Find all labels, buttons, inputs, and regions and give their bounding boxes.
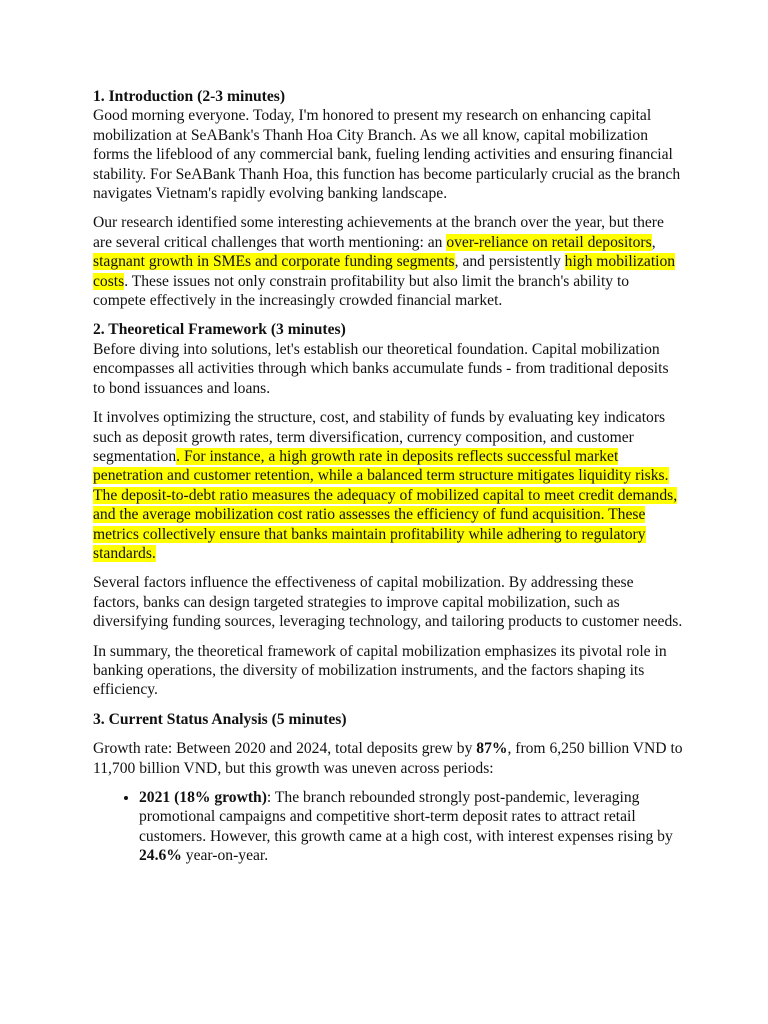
theory-paragraph-1: Before diving into solutions, let's establish our theoretical foundation. Capital mobilization encompasses all activities through which banks accumulate funds - from traditional deposits to bond issuances and loans.	[93, 340, 669, 397]
section-1	[93, 87, 683, 203]
status-bullet-list	[93, 788, 683, 866]
intro-paragraph-2	[93, 213, 683, 310]
bullet-2021-text: : The branch rebounded strongly post-pandemic, leveraging promotional campaigns and competitive short-term deposit rates to attract retail customers. However, this growth came at a high cost, with interest expenses rising by	[139, 789, 673, 845]
status-p1-text-b: , from 6,250 billion VND to 11,700 billion VND, but this growth was uneven across periods:	[93, 740, 683, 777]
bullet-2021-label: 2021 (18% growth)	[139, 789, 267, 806]
heading-current-status: 3. Current Status Analysis (5 minutes)	[93, 710, 347, 728]
list-item	[139, 788, 683, 866]
theory-p2-text: It involves optimizing the structure, cost, and stability of funds by evaluating key indicators such as deposit growth rates, term diversification, currency composition, and customer segmentation	[93, 409, 666, 465]
intro-p2-text-c: . These issues not only constrain profitability but also limit the branch's ability to compete effectively in the increasingly crowded financial market.	[93, 272, 630, 310]
heading-theoretical-framework: 2. Theoretical Framework (3 minutes)	[93, 321, 346, 339]
theory-paragraph-4: In summary, the theoretical framework of capital mobilization emphasizes its pivotal role in banking operations, the diversity of mobilization instruments, and the factors shaping its efficiency.	[93, 642, 667, 699]
highlight-mobilization-costs: high mobilization costs	[93, 253, 676, 290]
highlight-stagnant-growth: stagnant growth in SMEs and corporate funding segments	[93, 253, 455, 271]
bullet-2021-interest-value: 24.6%	[139, 847, 182, 865]
intro-p2-separator: ,	[651, 233, 656, 251]
theory-paragraph-2	[93, 408, 683, 563]
document-page	[93, 87, 683, 866]
intro-p2-text-a: Our research identified some interesting achievements at the branch over the year, but there are several critical challenges that worth mentioning: an	[93, 214, 664, 251]
section-2	[93, 320, 683, 398]
theory-paragraph-3: Several factors influence the effectiveness of capital mobilization. By addressing these factors, banks can design targeted strategies to improve capital mobilization, such as diversifying funding sources, leveraging technology, and tailoring products to customer needs.	[93, 574, 683, 631]
status-p1-text-a: Growth rate: Between 2020 and 2024, total deposits grew by	[93, 740, 477, 758]
highlight-metrics-explanation: . For instance, a high growth rate in deposits reflects successful market penetration and customer retention, while a balanced term structure mitigates liquidity risks. The deposit-to-debt ratio measures the adequacy of mobilized capital to meet credit demands, and the average mobilization cost ratio assesses the efficiency of fund acquisition. These metrics collectively ensure that banks maintain profitability while adhering to regulatory standards.	[93, 447, 678, 562]
bullet-2021-end: year-on-year.	[181, 847, 269, 865]
intro-p2-text-b: , and persistently	[454, 253, 565, 271]
intro-paragraph-1: Good morning everyone. Today, I'm honored to present my research on enhancing capital mobilization at SeABank's Thanh Hoa City Branch. As we all know, capital mobilization forms the lifeblood of any commercial bank, fueling lending activities and ensuring financial stability. For SeABank Thanh Hoa, this function has become particularly crucial as the branch navigates Vietnam's rapidly evolving banking landscape.	[93, 107, 681, 203]
status-p1-growth-value: 87%	[476, 740, 508, 758]
highlight-retail-depositors: over-reliance on retail depositors	[446, 233, 652, 251]
status-paragraph-1	[93, 739, 683, 778]
heading-introduction: 1. Introduction (2-3 minutes)	[93, 88, 286, 105]
